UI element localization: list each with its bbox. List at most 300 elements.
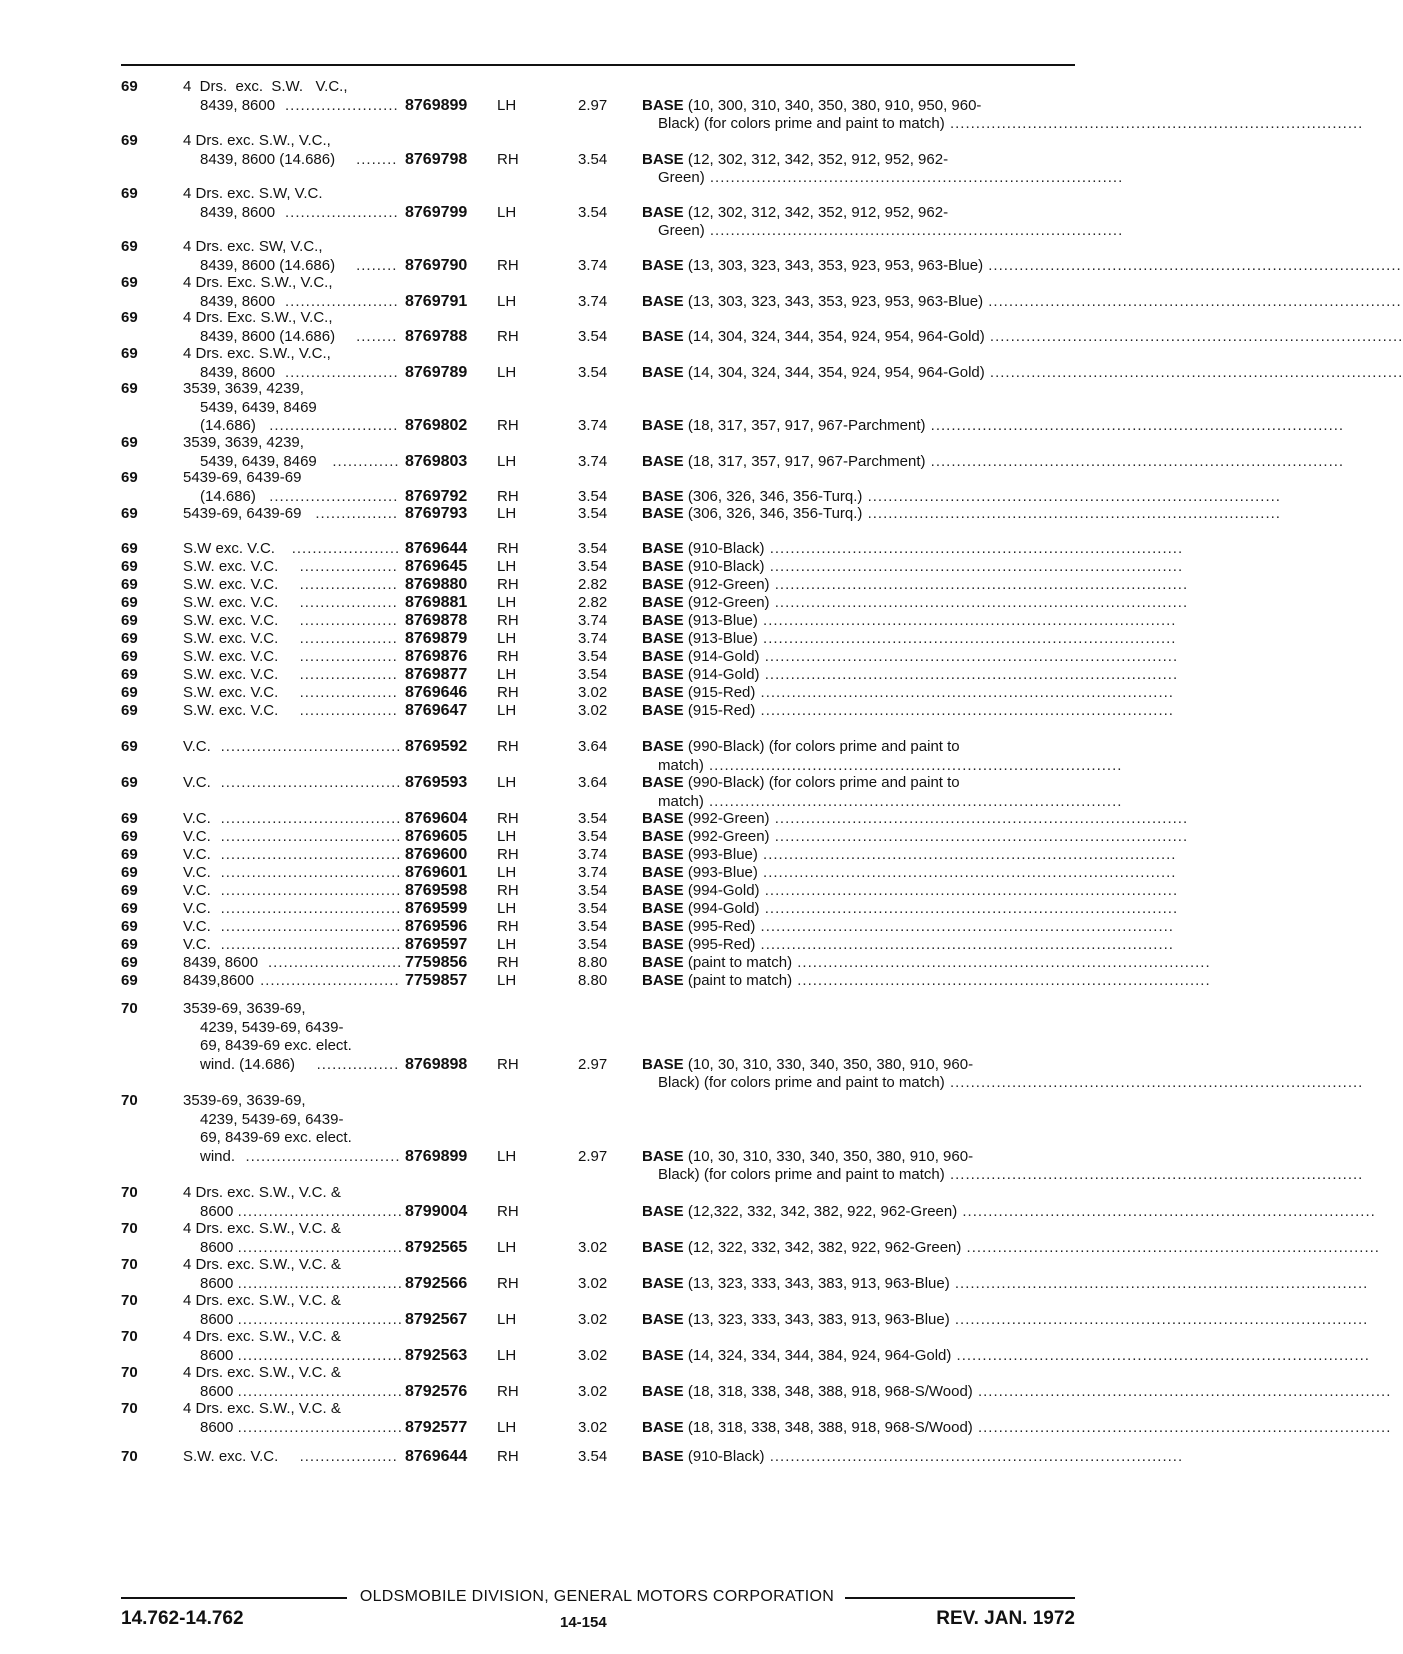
list-price: 3.54 xyxy=(578,810,608,827)
footer-rule-right xyxy=(845,1597,1075,1599)
model-year: 69 xyxy=(121,380,138,397)
description-line: 8600 xyxy=(200,1202,234,1220)
part-number: 8769803 xyxy=(405,452,468,470)
description-line: S.W. exc. V.C. xyxy=(183,576,279,593)
color-text: match) xyxy=(658,792,704,810)
leader-dots: ................................................................................ xyxy=(764,540,1184,557)
model-year: 70 xyxy=(121,1400,138,1417)
side-indicator: LH xyxy=(497,666,517,683)
model-year: 69 xyxy=(121,345,138,362)
color-text: BASE (10, 30, 310, 330, 340, 350, 380, 910, 960- xyxy=(642,1147,974,1165)
color-line xyxy=(642,487,1281,507)
side-indicator: LH xyxy=(497,702,517,719)
model-year: 69 xyxy=(121,648,138,665)
color-line xyxy=(642,417,1345,436)
color-description xyxy=(642,505,1281,524)
model-year: 69 xyxy=(121,238,138,255)
leader-dots: ................ xyxy=(315,505,399,522)
color-line xyxy=(642,292,1402,312)
leader-dots: ................................................................................ xyxy=(792,972,1211,989)
description-line: 3539-69, 3639-69, xyxy=(183,1000,306,1017)
list-price: 3.54 xyxy=(578,1448,608,1465)
side-indicator: LH xyxy=(497,774,517,791)
color-line xyxy=(642,1310,1369,1330)
side-indicator: RH xyxy=(497,1274,519,1292)
leader-dots: ................ xyxy=(316,1055,400,1073)
model-year: 69 xyxy=(121,469,138,486)
description-line: 4239, 5439-69, 6439- xyxy=(200,1110,344,1128)
leader-dots: ................................................................................ xyxy=(757,612,1177,629)
color-description xyxy=(642,864,1177,883)
leader-dots: ................................................................................ xyxy=(961,1238,1380,1256)
side-indicator: LH xyxy=(497,1238,517,1256)
leader-dots: ................................... xyxy=(220,828,402,845)
color-line xyxy=(642,1148,1077,1167)
leader-dots: ................................................................................ xyxy=(984,363,1403,381)
color-text: BASE (306, 326, 346, 356-Turq.) xyxy=(642,505,863,522)
color-line xyxy=(642,1166,1364,1185)
description-line: 69, 8439-69 exc. elect. xyxy=(200,1129,352,1146)
color-description xyxy=(642,1238,1380,1258)
description-line: S.W. exc. V.C. xyxy=(183,1448,279,1465)
side-indicator: RH xyxy=(497,954,519,971)
side-indicator: RH xyxy=(497,810,519,827)
color-description xyxy=(642,738,1123,775)
model-year: 69 xyxy=(121,434,138,451)
side-indicator: RH xyxy=(497,540,519,557)
side-indicator: RH xyxy=(497,1202,519,1220)
description-line: 4 Drs. exc. SW, V.C., xyxy=(183,238,323,255)
color-text: BASE (914-Gold) xyxy=(642,648,760,665)
color-text: BASE (913-Blue) xyxy=(642,630,758,647)
part-number: 8769879 xyxy=(405,630,468,647)
leader-dots: ................................... xyxy=(220,900,402,917)
list-price: 3.74 xyxy=(578,630,608,647)
color-description xyxy=(642,363,1403,383)
description-line: V.C. xyxy=(183,810,211,827)
side-indicator: RH xyxy=(497,417,519,434)
description-line: 5439, 6439, 8469 xyxy=(200,398,317,416)
color-description xyxy=(642,594,1189,613)
color-text: BASE (12, 302, 312, 342, 352, 912, 952, 962- xyxy=(642,150,949,168)
leader-dots: ................................................................................ xyxy=(949,1274,1369,1292)
leader-dots: ................... xyxy=(299,666,398,683)
leader-dots: ................................................................................ xyxy=(972,1382,1392,1400)
part-number: 8769877 xyxy=(405,666,468,683)
description-line: 4 Drs. exc. S.W., V.C. & xyxy=(183,1400,341,1417)
leader-dots: ................................ xyxy=(237,1310,403,1328)
color-line xyxy=(642,684,1174,703)
description-line: V.C. xyxy=(183,882,211,899)
leader-dots: ................................................................................ xyxy=(983,292,1402,310)
color-line xyxy=(642,738,1077,757)
color-line xyxy=(642,558,1184,577)
description-line: 69, 8439-69 exc. elect. xyxy=(200,1037,352,1054)
list-price: 3.54 xyxy=(578,505,608,522)
list-price: 8.80 xyxy=(578,972,608,989)
leader-dots: ................................................................................ xyxy=(764,558,1184,575)
description-line: 8439, 8600 (14.686) xyxy=(200,256,336,274)
list-price: 3.74 xyxy=(578,864,608,881)
list-price: 3.54 xyxy=(578,363,608,381)
color-text: BASE (18, 317, 357, 917, 967-Parchment) xyxy=(642,452,926,470)
leader-dots: ................................................................................ xyxy=(759,666,1179,683)
model-year: 69 xyxy=(121,309,138,326)
description-line: 5439, 6439, 8469 xyxy=(200,452,317,470)
description-line: 4 Drs. exc. S.W., V.C., xyxy=(183,132,331,149)
page-number: 14-154 xyxy=(560,1614,607,1631)
color-line xyxy=(642,452,1345,472)
color-text: Green) xyxy=(658,169,705,186)
side-indicator: RH xyxy=(497,256,519,274)
leader-dots: ................... xyxy=(299,594,398,611)
color-line xyxy=(642,505,1281,524)
model-year: 70 xyxy=(121,1328,138,1345)
color-text: BASE (paint to match) xyxy=(642,972,793,989)
color-text: BASE (915-Red) xyxy=(642,684,756,701)
description-line: 4 Drs. Exc. S.W., V.C., xyxy=(183,309,333,326)
model-year: 70 xyxy=(121,1220,138,1237)
color-description xyxy=(642,1382,1392,1402)
list-price: 3.54 xyxy=(578,918,608,935)
description-line: 3539, 3639, 4239, xyxy=(183,434,304,451)
section-number: 14.762-14.762 xyxy=(121,1608,244,1629)
description-line: 4239, 5439-69, 6439- xyxy=(200,1018,344,1036)
side-indicator: LH xyxy=(497,630,517,647)
leader-dots: ..................... xyxy=(291,540,401,557)
color-text: BASE (14, 304, 324, 344, 354, 924, 954, 964-Gold) xyxy=(642,363,985,381)
part-number: 8792565 xyxy=(405,1238,468,1256)
leader-dots: ................... xyxy=(299,702,398,719)
color-text: BASE (994-Gold) xyxy=(642,882,760,899)
color-description xyxy=(642,972,1211,991)
part-number: 8769878 xyxy=(405,612,468,629)
model-year: 69 xyxy=(121,185,138,202)
color-text: BASE (13, 303, 323, 343, 353, 923, 953, 963-Blue) xyxy=(642,292,984,310)
description-line: V.C. xyxy=(183,828,211,845)
part-number: 8769646 xyxy=(405,684,468,701)
color-description xyxy=(642,1147,1364,1185)
color-text: BASE (18, 318, 338, 348, 388, 918, 968-S/Wood) xyxy=(642,1382,973,1400)
description-line: wind. xyxy=(200,1147,236,1165)
color-line xyxy=(642,936,1174,955)
leader-dots: ................................................................................ xyxy=(792,954,1211,971)
model-year: 69 xyxy=(121,612,138,629)
description-line: 8439, 8600 xyxy=(200,96,276,114)
color-description xyxy=(642,327,1403,347)
part-number: 8792577 xyxy=(405,1418,468,1436)
color-description xyxy=(642,1274,1369,1294)
description-line: (14.686) xyxy=(200,417,256,434)
side-indicator: LH xyxy=(497,292,517,310)
side-indicator: RH xyxy=(497,327,519,345)
list-price: 3.54 xyxy=(578,540,608,557)
color-line xyxy=(642,363,1403,383)
side-indicator: RH xyxy=(497,648,519,665)
color-line xyxy=(642,900,1179,919)
description-line: 8439, 8600 xyxy=(200,363,276,381)
leader-dots: ................................................................................ xyxy=(862,505,1281,522)
description-line: 8600 xyxy=(200,1418,234,1436)
footer-rule-left xyxy=(121,1597,347,1599)
list-price: 3.02 xyxy=(578,684,608,701)
side-indicator: RH xyxy=(497,150,519,168)
color-line xyxy=(642,115,1364,134)
description-line: 3539, 3639, 4239, xyxy=(183,380,304,397)
model-year: 69 xyxy=(121,702,138,719)
part-number: 8769604 xyxy=(405,810,468,827)
color-description xyxy=(642,954,1211,973)
part-number: 8769799 xyxy=(405,203,468,221)
leader-dots: ................................... xyxy=(220,936,402,953)
color-text: BASE (993-Blue) xyxy=(642,864,758,881)
color-description xyxy=(642,810,1189,829)
leader-dots: ................................... xyxy=(220,846,402,863)
color-line xyxy=(642,327,1403,347)
color-line xyxy=(642,1382,1392,1402)
leader-dots: ........ xyxy=(356,256,398,274)
leader-dots: ................................... xyxy=(220,774,402,791)
color-text: BASE (18, 317, 357, 917, 967-Parchment) xyxy=(642,417,926,434)
color-text: Black) (for colors prime and paint to match) xyxy=(658,115,945,132)
color-text: BASE (18, 318, 338, 348, 388, 918, 968-S/Wood) xyxy=(642,1418,973,1436)
color-text: BASE (10, 300, 310, 340, 350, 380, 910, 950, 960- xyxy=(642,96,982,114)
description-line: S.W. exc. V.C. xyxy=(183,612,279,629)
leader-dots: ........ xyxy=(356,327,398,345)
list-price: 2.97 xyxy=(578,1147,608,1165)
leader-dots: ................................ xyxy=(237,1274,403,1292)
model-year: 69 xyxy=(121,666,138,683)
side-indicator: LH xyxy=(497,972,517,989)
color-line xyxy=(642,1274,1369,1294)
color-line xyxy=(642,954,1211,973)
model-year: 69 xyxy=(121,918,138,935)
part-number: 8769644 xyxy=(405,540,468,557)
color-description xyxy=(642,1055,1364,1093)
part-number: 8769598 xyxy=(405,882,468,899)
description-line: 3539-69, 3639-69, xyxy=(183,1092,306,1109)
description-line: 8600 xyxy=(200,1346,234,1364)
leader-dots: .............................. xyxy=(245,1147,401,1165)
part-number: 8769645 xyxy=(405,558,468,575)
color-description xyxy=(642,558,1184,577)
list-price: 3.02 xyxy=(578,1274,608,1292)
model-year: 70 xyxy=(121,1448,138,1465)
leader-dots: ................................................................................ xyxy=(757,630,1177,647)
color-text: BASE (306, 326, 346, 356-Turq.) xyxy=(642,487,863,505)
color-line xyxy=(642,972,1211,991)
model-year: 69 xyxy=(121,594,138,611)
color-text: Black) (for colors prime and paint to match) xyxy=(658,1166,945,1183)
model-year: 69 xyxy=(121,505,138,522)
part-number: 8769597 xyxy=(405,936,468,953)
part-number: 8799004 xyxy=(405,1202,468,1220)
model-year: 69 xyxy=(121,684,138,701)
color-description xyxy=(642,648,1179,667)
color-line xyxy=(642,702,1174,721)
leader-dots: ................................................................................ xyxy=(703,756,1123,774)
color-text: BASE (912-Green) xyxy=(642,576,770,593)
color-description xyxy=(642,882,1179,901)
color-text: BASE (10, 30, 310, 330, 340, 350, 380, 910, 960- xyxy=(642,1055,974,1073)
color-description xyxy=(642,900,1179,919)
side-indicator: LH xyxy=(497,1310,517,1328)
color-text: BASE (910-Black) xyxy=(642,540,765,557)
color-line xyxy=(642,882,1179,901)
color-description xyxy=(642,417,1345,436)
side-indicator: RH xyxy=(497,1448,519,1465)
color-description xyxy=(642,203,1124,241)
color-description xyxy=(642,684,1174,703)
part-number: 8769899 xyxy=(405,96,468,114)
leader-dots: .......................... xyxy=(268,954,403,971)
leader-dots: ................................................................................ xyxy=(704,169,1124,186)
side-indicator: LH xyxy=(497,900,517,917)
leader-dots: ................................ xyxy=(237,1382,403,1400)
color-description xyxy=(642,487,1281,507)
list-price: 3.74 xyxy=(578,292,608,310)
part-number: 8769899 xyxy=(405,1147,468,1165)
description-line: wind. (14.686) xyxy=(200,1055,296,1073)
leader-dots: ................................................................................ xyxy=(755,684,1174,701)
color-description xyxy=(642,540,1184,559)
description-line: 4 Drs. exc. S.W, V.C. xyxy=(183,185,323,202)
description-line: 8439, 8600 (14.686) xyxy=(200,150,336,168)
part-number: 8769788 xyxy=(405,327,468,345)
list-price: 3.54 xyxy=(578,936,608,953)
list-price: 3.54 xyxy=(578,150,608,168)
leader-dots: ................... xyxy=(299,576,398,593)
color-description xyxy=(642,452,1345,472)
side-indicator: RH xyxy=(497,882,519,899)
color-text: Green) xyxy=(658,222,705,239)
color-description xyxy=(642,630,1177,649)
model-year: 69 xyxy=(121,78,138,95)
color-line xyxy=(642,1056,1077,1075)
leader-dots: ................................................................................ xyxy=(925,417,1345,434)
model-year: 69 xyxy=(121,274,138,291)
color-line xyxy=(642,1202,1376,1222)
description-line: S.W exc. V.C. xyxy=(183,540,275,557)
color-text: BASE (994-Gold) xyxy=(642,900,760,917)
side-indicator: LH xyxy=(497,1418,517,1436)
leader-dots: ............. xyxy=(332,452,400,470)
color-line xyxy=(642,594,1189,613)
color-line xyxy=(642,1074,1364,1093)
part-number: 8769792 xyxy=(405,487,468,505)
model-year: 69 xyxy=(121,846,138,863)
color-text: BASE (910-Black) xyxy=(642,558,765,575)
description-line: 8600 xyxy=(200,1274,234,1292)
part-number: 8769793 xyxy=(405,505,468,522)
color-description xyxy=(642,150,1124,188)
description-line: (14.686) xyxy=(200,487,256,505)
description-line: 4 Drs. exc. S.W. V.C., xyxy=(183,78,348,95)
part-number: 8769592 xyxy=(405,738,468,755)
leader-dots: ...................... xyxy=(285,363,399,381)
color-text: BASE (14, 324, 334, 344, 384, 924, 964-Gold) xyxy=(642,1346,952,1364)
side-indicator: RH xyxy=(497,918,519,935)
color-text: BASE (12, 322, 332, 342, 382, 922, 962-Green) xyxy=(642,1238,962,1256)
leader-dots: ................................... xyxy=(220,864,402,881)
list-price: 3.02 xyxy=(578,1382,608,1400)
color-line xyxy=(642,630,1177,649)
model-year: 69 xyxy=(121,132,138,149)
description-line: S.W. exc. V.C. xyxy=(183,648,279,665)
color-description xyxy=(642,846,1177,865)
color-line xyxy=(642,576,1189,595)
leader-dots: ................................ xyxy=(237,1202,403,1220)
list-price: 3.54 xyxy=(578,558,608,575)
color-description xyxy=(642,256,1402,276)
color-text: BASE (912-Green) xyxy=(642,594,770,611)
color-text: BASE (914-Gold) xyxy=(642,666,760,683)
top-rule xyxy=(121,64,1075,66)
color-description xyxy=(642,774,1123,811)
leader-dots: ................... xyxy=(299,630,398,647)
color-line xyxy=(642,151,1077,170)
list-price: 8.80 xyxy=(578,954,608,971)
list-price: 3.74 xyxy=(578,417,608,434)
color-description xyxy=(642,612,1177,631)
part-number: 8769601 xyxy=(405,864,468,881)
leader-dots: ................................................................................ xyxy=(972,1418,1392,1436)
color-description xyxy=(642,576,1189,595)
color-text: BASE (993-Blue) xyxy=(642,846,758,863)
part-number: 7759856 xyxy=(405,954,468,971)
description-line: 4 Drs. exc. S.W., V.C., xyxy=(183,345,331,362)
leader-dots: ................................ xyxy=(237,1346,403,1364)
color-line xyxy=(642,810,1189,829)
color-text: BASE (990-Black) (for colors prime and paint to xyxy=(642,774,960,791)
part-number: 8769644 xyxy=(405,1448,468,1465)
part-number: 8769593 xyxy=(405,774,468,791)
leader-dots: ................................... xyxy=(220,738,402,755)
model-year: 69 xyxy=(121,558,138,575)
side-indicator: LH xyxy=(497,505,517,522)
list-price: 3.54 xyxy=(578,327,608,345)
part-number: 8769798 xyxy=(405,150,468,168)
list-price: 3.64 xyxy=(578,738,608,755)
leader-dots: ................................................................................ xyxy=(944,1074,1364,1091)
list-price: 3.64 xyxy=(578,774,608,791)
color-text: Black) (for colors prime and paint to match) xyxy=(658,1074,945,1091)
list-price: 3.02 xyxy=(578,1310,608,1328)
color-description xyxy=(642,1310,1369,1330)
color-line xyxy=(642,540,1184,559)
color-text: BASE (915-Red) xyxy=(642,702,756,719)
list-price: 3.02 xyxy=(578,702,608,719)
description-line: V.C. xyxy=(183,900,211,917)
leader-dots: ................................................................................ xyxy=(769,828,1189,845)
leader-dots: ................................................................................ xyxy=(757,864,1177,881)
list-price: 3.74 xyxy=(578,256,608,274)
color-line xyxy=(642,1448,1184,1467)
color-line xyxy=(642,828,1189,847)
leader-dots: ................................................................................ xyxy=(759,882,1179,899)
color-description xyxy=(642,918,1174,937)
color-text: match) xyxy=(658,756,704,774)
model-year: 70 xyxy=(121,1184,138,1201)
leader-dots: ................................................................................ xyxy=(755,936,1174,953)
description-line: S.W. exc. V.C. xyxy=(183,666,279,683)
leader-dots: ........................... xyxy=(260,972,400,989)
leader-dots: ......................... xyxy=(269,487,399,505)
leader-dots: ................................................................................ xyxy=(764,1448,1184,1465)
color-line xyxy=(642,648,1179,667)
model-year: 70 xyxy=(121,1292,138,1309)
list-price: 3.74 xyxy=(578,612,608,629)
